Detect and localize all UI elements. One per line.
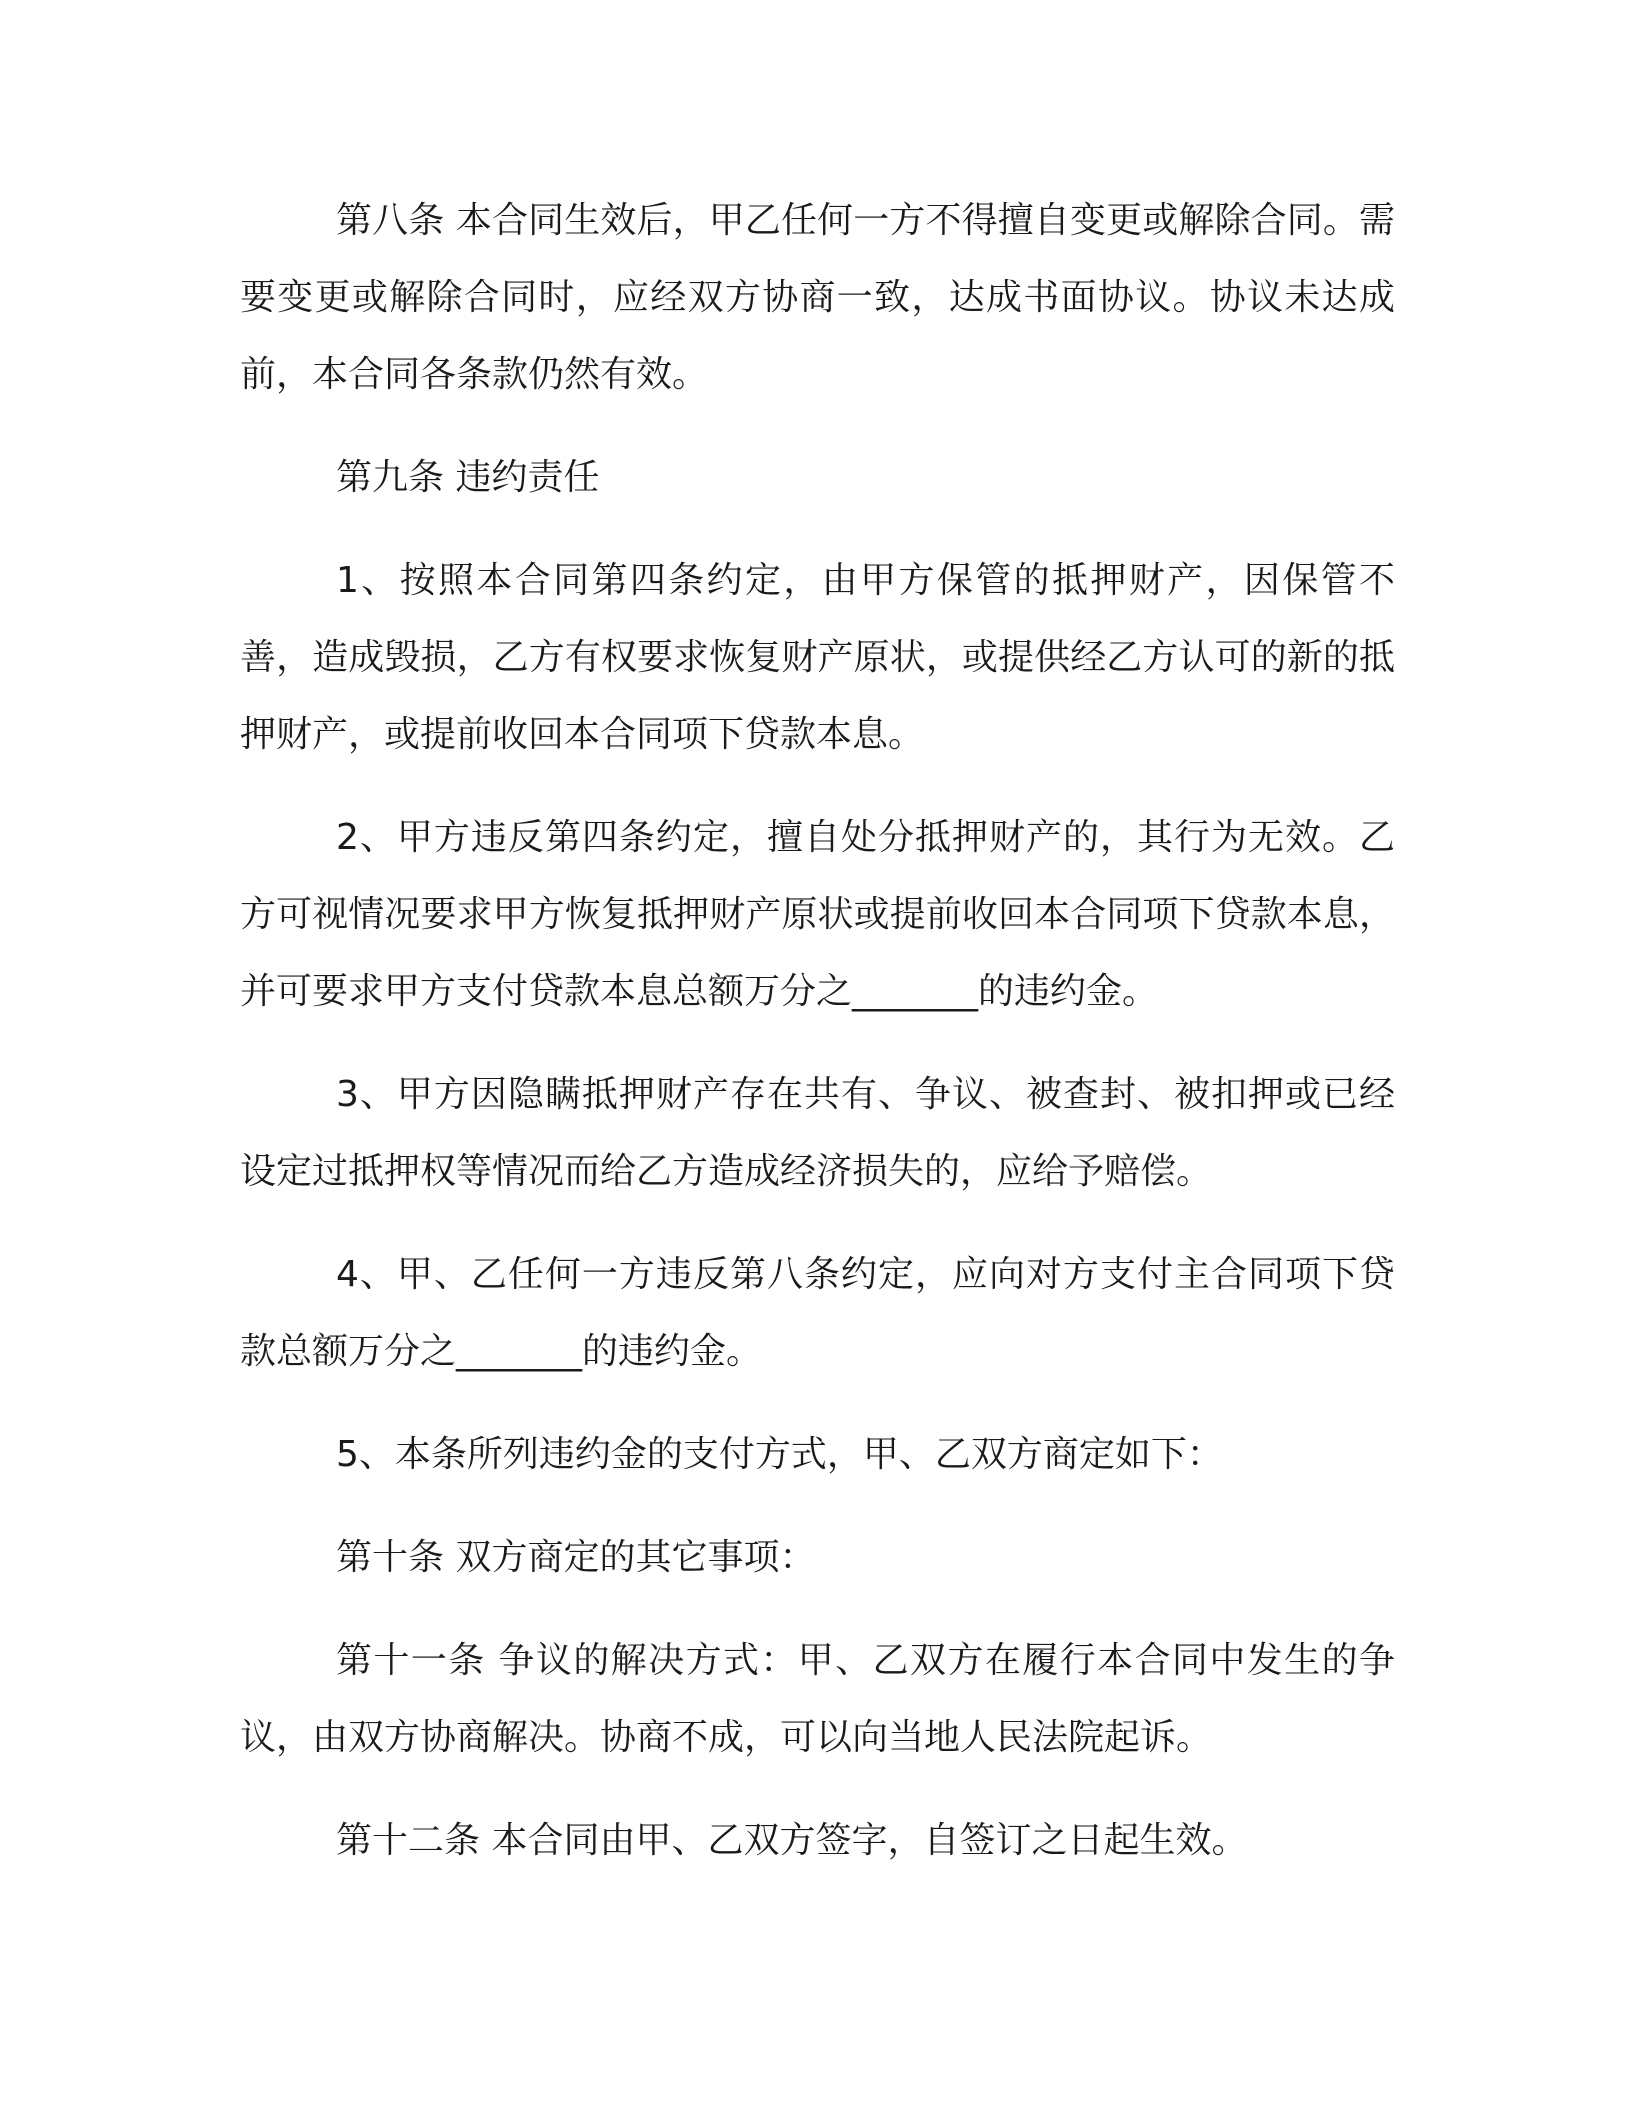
paragraph-article-11: 第十一条 争议的解决方式：甲、乙双方在履行本合同中发生的争议，由双方协商解决。协商不成，可以向当地人民法院起诉。 bbox=[240, 1640, 1395, 1758]
paragraph-article-10: 第十条 双方商定的其它事项： bbox=[336, 1537, 816, 1578]
paragraph-article-8: 第八条 本合同生效后，甲乙任何一方不得擅自变更或解除合同。需要变更或解除合同时，应经双方协商一致，达成书面协议。协议未达成前，本合同各条款仍然有效。 bbox=[240, 200, 1395, 395]
document-body bbox=[240, 182, 1395, 1905]
paragraph-clause-4: 4、甲、乙任何一方违反第八条约定，应向对方支付主合同项下贷款总额万分之_______的违约金。 bbox=[240, 1254, 1395, 1372]
paragraph-clause-2: 2、甲方违反第四条约定，擅自处分抵押财产的，其行为无效。乙方可视情况要求甲方恢复抵押财产原状或提前收回本合同项下贷款本息，并可要求甲方支付贷款本息总额万分之_______的违约金。 bbox=[240, 817, 1395, 1012]
paragraph-clause-1: 1、按照本合同第四条约定，由甲方保管的抵押财产，因保管不善，造成毁损，乙方有权要求恢复财产原状，或提供经乙方认可的新的抵押财产，或提前收回本合同项下贷款本息。 bbox=[240, 560, 1395, 755]
paragraph-clause-5: 5、本条所列违约金的支付方式，甲、乙双方商定如下： bbox=[336, 1434, 1223, 1475]
paragraph-article-12: 第十二条 本合同由甲、乙双方签字，自签订之日起生效。 bbox=[336, 1820, 1248, 1861]
paragraph-clause-3: 3、甲方因隐瞒抵押财产存在共有、争议、被查封、被扣押或已经设定过抵押权等情况而给乙方造成经济损失的，应给予赔偿。 bbox=[240, 1074, 1395, 1192]
heading-article-9: 第九条 违约责任 bbox=[336, 457, 600, 498]
